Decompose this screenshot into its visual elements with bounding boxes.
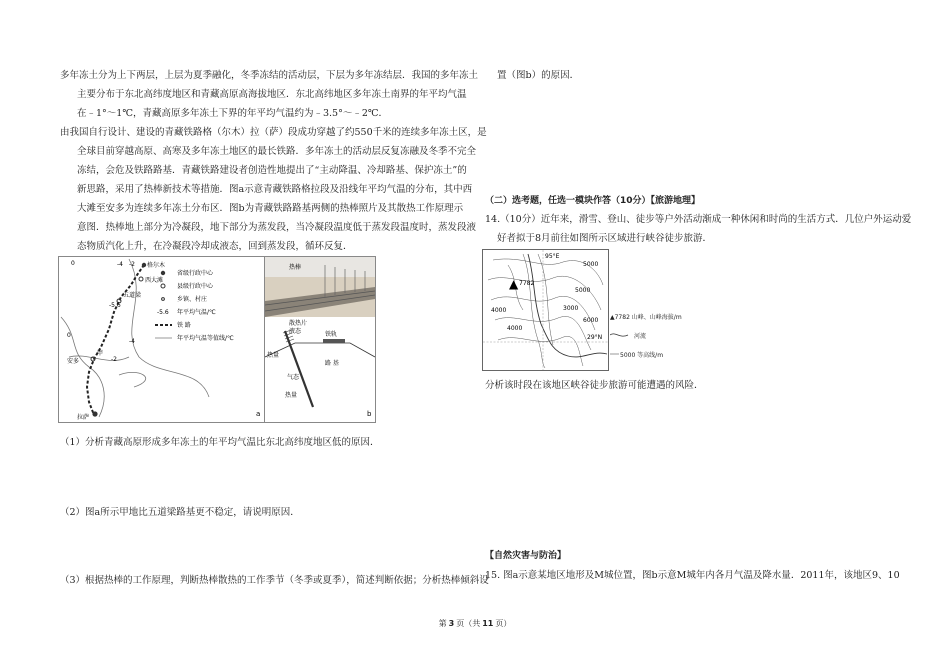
schematic-label: 液态 bbox=[289, 328, 302, 335]
question-14-map bbox=[482, 249, 609, 371]
schematic-label: 路 基 bbox=[325, 360, 339, 367]
legend-temperature-sample: -5.6 bbox=[157, 309, 169, 316]
contour-label: 5000 bbox=[583, 261, 599, 268]
paragraph-line: 全球目前穿越高原、高寒及多年冻土地区的最长铁路．多年冻土的活动层反复冻融及冬季不完全 bbox=[77, 146, 477, 157]
peak-value: 7782 bbox=[519, 280, 535, 287]
peak-icon: ▲ bbox=[509, 277, 519, 291]
legend-river: 河流 bbox=[634, 333, 647, 340]
paragraph-line: 在﹣1°～1℃，青藏高原多年冻土下界的年平均气温约为﹣3.5°～﹣2℃． bbox=[77, 108, 388, 119]
isotherm-label: 0 bbox=[67, 332, 71, 339]
rail-track bbox=[323, 339, 345, 343]
schematic-label: 气态 bbox=[287, 374, 300, 381]
photo-sky bbox=[265, 257, 375, 277]
contour-label: 4000 bbox=[491, 307, 507, 314]
isotherm-label: -4 bbox=[117, 261, 123, 268]
isotherm-label: -2 bbox=[111, 356, 117, 363]
footer-text: 第 bbox=[438, 619, 447, 628]
question-3: （3）根据热棒的工作原理，判断热棒散热的工作季节（冬季或夏季），简述判断依据；分析热棒倾斜设 bbox=[60, 575, 489, 586]
contour-label: 3000 bbox=[563, 305, 579, 312]
legend-item: 年平均气温等值线/℃ bbox=[177, 335, 234, 342]
legend-peak: ▲7782 山峰、山峰海拔/m bbox=[610, 314, 682, 321]
legend-river-symbol bbox=[610, 331, 630, 339]
place-label: 西大滩 bbox=[145, 277, 164, 284]
page-footer bbox=[0, 618, 950, 629]
place-label: 格尔木 bbox=[147, 262, 166, 269]
figure-b bbox=[264, 256, 376, 423]
isotherm-line bbox=[129, 259, 209, 397]
footer-text: 页（共 bbox=[456, 619, 481, 628]
paragraph-line: 多年冻土分为上下两层，上层为夏季融化，冬季冻结的活动层，下层为多年冻结层．我国的多年冻土 bbox=[60, 70, 479, 81]
schematic-label: 热量 bbox=[267, 352, 280, 359]
footer-text: 页） bbox=[495, 619, 512, 628]
figure-b-svg bbox=[265, 257, 375, 422]
place-label: 拉萨 bbox=[77, 414, 90, 421]
legend-item: 乡镇、村庄 bbox=[177, 296, 208, 303]
isotherm-label: 0 bbox=[71, 260, 75, 267]
question-3-continued: 置（图b）的原因． bbox=[497, 70, 580, 81]
photo-label: 热棒 bbox=[289, 264, 302, 271]
legend-contour: 5000 等高线/m bbox=[620, 352, 664, 359]
figure-label: b bbox=[367, 410, 372, 418]
isotherm-label: -4 bbox=[129, 338, 135, 345]
isotherm-label: -2 bbox=[129, 261, 135, 268]
paragraph-line: 冻结，会危及铁路路基．青藏铁路建设者创造性地提出了“主动降温、冷却路基、保护冻土”的 bbox=[77, 165, 467, 176]
railway-line bbox=[87, 265, 144, 415]
figure-a-map bbox=[58, 256, 265, 423]
question-1: （1）分析青藏高原形成多年冻土的年平均气温比东北高纬度地区低的原因． bbox=[60, 437, 380, 448]
contour-label: 4000 bbox=[507, 325, 523, 332]
legend-contour-symbol bbox=[610, 350, 620, 358]
section-title: 【自然灾害与防治】 bbox=[485, 551, 567, 561]
legend-town-symbol bbox=[162, 298, 165, 301]
legend-county-symbol bbox=[161, 284, 165, 288]
figure-label: a bbox=[256, 410, 261, 418]
legend-item: 铁 路 bbox=[177, 322, 191, 329]
latitude-label: 29°N bbox=[587, 334, 603, 341]
section-title: （二）选考题，任选一模块作答（10分）【旅游地理】 bbox=[485, 196, 701, 206]
question-14-line: 14.（10分）近年来，滑雪、登山、徒步等户外活动渐成一种休闲和时尚的生活方式．几位户外运动爱 bbox=[485, 214, 912, 225]
total-pages: 11 bbox=[482, 619, 494, 628]
legend-item: 年平均气温/℃ bbox=[177, 309, 216, 316]
paragraph-line: 由我国自行设计、建设的青藏铁路格（尔木）拉（萨）段成功穿越了约550千米的连续多年冻土区，是 bbox=[60, 127, 487, 138]
contour-map-svg bbox=[483, 250, 608, 370]
legend-province-symbol bbox=[161, 271, 165, 275]
figure-a-svg bbox=[59, 257, 264, 422]
contour-label: 6000 bbox=[583, 317, 599, 324]
question-15-line: 15. 图a示意某地区地形及M城位置，图b示意M城年内各月气温及降水量．2011年，该地区9、10 bbox=[485, 570, 900, 581]
schematic-label: 散热片 bbox=[289, 320, 308, 327]
longitude-label: 95°E bbox=[545, 253, 560, 260]
paragraph-line: 大滩至安多为连续多年冻土分布区．图b为青藏铁路路基两侧的热棒照片及其散热工作原理示 bbox=[77, 203, 464, 214]
paragraph-line: 主要分布于东北高纬度地区和青藏高原高海拔地区．东北高纬地区多年冻土南界的年平均气温 bbox=[77, 89, 467, 100]
isotherm-line bbox=[119, 372, 146, 387]
town-marker bbox=[139, 277, 143, 281]
legend-item: 省级行政中心 bbox=[177, 270, 214, 277]
question-2: （2）图a所示甲地比五道梁路基更不稳定，请说明原因． bbox=[60, 507, 300, 518]
place-label: 安多 bbox=[67, 358, 80, 365]
contour-label: 5000 bbox=[575, 287, 591, 294]
question-14-map-legend bbox=[610, 312, 720, 362]
place-label: 甲 bbox=[97, 350, 104, 357]
isotherm-label: -5.6 bbox=[109, 302, 121, 309]
question-14-ask: 分析该时段在该地区峡谷徒步旅游可能遭遇的风险． bbox=[485, 380, 704, 391]
paragraph-line: 态物质汽化上升，在冷凝段冷却成液态，回到蒸发段，循环反复． bbox=[77, 241, 353, 252]
paragraph-line: 意图．热棒地上部分为冷凝段，地下部分为蒸发段，当冷凝段温度低于蒸发段温度时，蒸发段液 bbox=[77, 222, 477, 233]
paragraph-line: 新思路，采用了热棒新技术等措施．图a示意青藏铁路格拉段及沿线年平均气温的分布，其中西 bbox=[77, 184, 473, 195]
schematic-label: 铁轨 bbox=[325, 331, 338, 338]
place-label: 五道梁 bbox=[123, 292, 142, 299]
schematic-background bbox=[265, 317, 375, 422]
legend-item: 县级行政中心 bbox=[177, 283, 214, 290]
page-number: 3 bbox=[448, 619, 455, 628]
question-14-line: 好者拟于8月前往如图所示区域进行峡谷徒步旅游． bbox=[497, 233, 713, 244]
city-marker bbox=[142, 263, 146, 267]
capital-marker bbox=[92, 411, 97, 416]
schematic-label: 热量 bbox=[285, 392, 298, 399]
